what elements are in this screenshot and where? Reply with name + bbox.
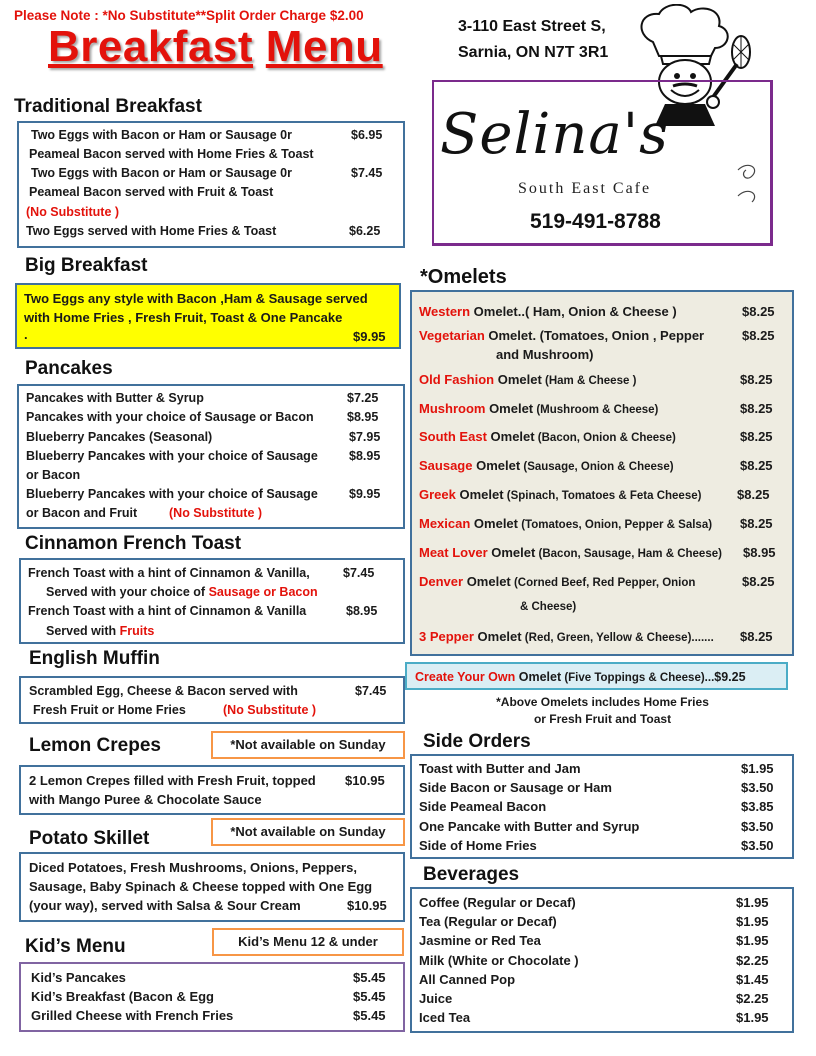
- french-line-2: [46, 585, 318, 599]
- omelet-desc: (Spinach, Tomatoes & Feta Cheese): [503, 490, 702, 502]
- create-line: [415, 670, 746, 684]
- bev-price-5: $1.45: [736, 972, 769, 987]
- french-line-4: [46, 624, 154, 638]
- omelet-footnote-1: *Above Omelets includes Home Fries: [496, 695, 709, 709]
- french-line-4-red: Fruits: [119, 624, 155, 638]
- crepes-box: [19, 765, 405, 815]
- crepes-price: $10.95: [345, 773, 385, 788]
- omelet-name: Meat Lover: [419, 545, 488, 560]
- logo-name: Selina's: [440, 102, 669, 167]
- skillet-line-1: Diced Potatoes, Fresh Mushrooms, Onions, Peppers,: [29, 860, 357, 875]
- omelet-price: $8.25: [737, 487, 770, 502]
- create-price: $9.25: [714, 670, 746, 684]
- trad-item-2: Peameal Bacon served with Home Fries & Toast: [29, 147, 314, 161]
- french-line-2-text: Served with your choice of: [46, 585, 206, 599]
- omelet-word: Omelet: [472, 458, 521, 473]
- omelet-name: Western: [419, 304, 471, 319]
- omelet-name: Greek: [419, 487, 456, 502]
- flourish-icon: [734, 160, 766, 206]
- muffin-no-substitute: (No Substitute ): [223, 703, 317, 717]
- omelet-desc: (Bacon, Sausage, Ham & Cheese): [535, 548, 722, 560]
- omelet-desc: (Ham & Cheese ): [541, 375, 637, 387]
- omelet-desc: (Sausage, Onion & Cheese): [520, 461, 674, 473]
- omelet-word: Omelet: [470, 516, 518, 531]
- french-price-3: $8.95: [346, 604, 378, 618]
- omelet-price: $8.95: [743, 545, 776, 560]
- omelet-price: $8.25: [742, 304, 775, 319]
- crepes-line-1: 2 Lemon Crepes filled with Fresh Fruit, topped: [29, 773, 316, 788]
- omelet-desc: (Corned Beef, Red Pepper, Onion: [510, 577, 696, 589]
- omelet-row: [419, 372, 636, 387]
- side-price-5: $3.50: [741, 838, 774, 853]
- bev-item-6: Juice: [419, 991, 453, 1006]
- omelet-desc: (Bacon, Onion & Cheese): [534, 432, 676, 444]
- pancake-item-1: Pancakes with Butter & Syrup: [26, 391, 204, 405]
- side-item-3: Side Peameal Bacon: [419, 799, 547, 814]
- omelet-row: [419, 304, 677, 319]
- traditional-heading: Traditional Breakfast: [14, 96, 202, 117]
- omelet-row: [419, 429, 676, 444]
- omelet-name: Mexican: [419, 516, 471, 531]
- muffin-box: [19, 676, 405, 724]
- pancake-item-2: Pancakes with your choice of Sausage or Bacon: [26, 410, 314, 424]
- create-name: Create Your Own: [415, 670, 516, 684]
- omelet-name: Denver: [419, 574, 464, 589]
- address: [458, 14, 608, 66]
- omelet-word: Omelet: [486, 429, 535, 444]
- address-line-1: 3-110 East Street S,: [458, 18, 606, 35]
- omelet-row: [419, 574, 695, 589]
- omelet-word: Omelet. (Tomatoes, Onion , Pepper: [484, 328, 705, 343]
- bev-item-1: Coffee (Regular or Decaf): [419, 895, 576, 910]
- crepes-heading: Lemon Crepes: [29, 735, 161, 756]
- side-price-2: $3.50: [741, 780, 774, 795]
- crepes-line-2: with Mango Puree & Chocolate Sauce: [29, 792, 262, 807]
- omelet-price: $8.25: [740, 401, 773, 416]
- kids-age: Kid’s Menu 12 & under: [212, 928, 404, 956]
- omelet-word: Omelet..( Ham, Onion & Cheese ): [470, 304, 677, 319]
- trad-price-3: $7.45: [351, 166, 383, 180]
- omelet-row: [419, 629, 714, 644]
- pancake-price-2: $8.95: [347, 410, 379, 424]
- kids-box: [19, 962, 405, 1032]
- order-note: Please Note : *No Substitute**Split Order Charge $2.00: [14, 8, 364, 23]
- pancake-item-4: Blueberry Pancakes with your choice of Sausage: [26, 449, 318, 463]
- side-price-4: $3.50: [741, 819, 774, 834]
- omelets-box: [410, 290, 794, 656]
- trad-price-1: $6.95: [351, 128, 383, 142]
- create-your-own-box: [405, 662, 788, 690]
- pancake-price-4: $8.95: [349, 449, 381, 463]
- beverages-box: [410, 887, 794, 1033]
- title-menu: Menu: [265, 22, 383, 71]
- omelet-name: Mushroom: [419, 401, 486, 416]
- muffin-line-1: Scrambled Egg, Cheese & Bacon served with: [29, 684, 298, 698]
- omelet-name: Vegetarian: [419, 328, 485, 343]
- create-desc: (Five Toppings & Cheese)...: [561, 672, 715, 684]
- kids-price-2: $5.45: [353, 989, 386, 1004]
- trad-price-6: $6.25: [349, 224, 381, 238]
- omelet-desc: (Tomatoes, Onion, Pepper & Salsa): [518, 519, 713, 531]
- omelet-desc: (Red, Green, Yellow & Cheese).......: [521, 632, 714, 644]
- omelet-desc: (Mushroom & Cheese): [533, 404, 659, 416]
- beverages-heading: Beverages: [423, 864, 520, 885]
- big-line-1: Two Eggs any style with Bacon ,Ham & Sausage served: [24, 291, 368, 306]
- omelet-word: Omelet: [485, 401, 534, 416]
- logo-subtitle: South East Cafe: [518, 180, 652, 197]
- bev-price-2: $1.95: [736, 914, 769, 929]
- omelet-desc-continued: & Cheese): [520, 601, 577, 613]
- omelet-word: Omelet: [473, 629, 522, 644]
- bev-item-5: All Canned Pop: [419, 972, 516, 987]
- bev-item-2: Tea (Regular or Decaf): [419, 914, 557, 929]
- side-price-1: $1.95: [741, 761, 774, 776]
- side-item-2: Side Bacon or Sausage or Ham: [419, 780, 612, 795]
- french-price-1: $7.45: [343, 566, 375, 580]
- french-heading: Cinnamon French Toast: [25, 533, 242, 554]
- muffin-heading: English Muffin: [29, 648, 160, 669]
- omelet-price: $8.25: [740, 372, 773, 387]
- sides-heading: Side Orders: [423, 731, 531, 752]
- omelet-name: 3 Pepper: [419, 629, 474, 644]
- cafe-logo: [432, 80, 773, 246]
- side-item-4: One Pancake with Butter and Syrup: [419, 819, 640, 834]
- french-line-3: French Toast with a hint of Cinnamon & Vanilla: [28, 604, 307, 618]
- crepes-availability: *Not available on Sunday: [211, 731, 405, 759]
- pancake-item-7: or Bacon and Fruit: [26, 506, 138, 520]
- omelet-row: [419, 328, 704, 343]
- omelet-price: $8.25: [740, 516, 773, 531]
- omelet-price: $8.25: [740, 429, 773, 444]
- trad-item-4: Peameal Bacon served with Fruit & Toast: [29, 185, 274, 199]
- trad-item-1: Two Eggs with Bacon or Ham or Sausage 0r: [31, 128, 292, 142]
- omelet-footnote-2: or Fresh Fruit and Toast: [533, 712, 672, 726]
- french-line-1: French Toast with a hint of Cinnamon & Vanilla,: [28, 566, 310, 580]
- pancakes-box: [17, 384, 405, 529]
- omelet-name: Old Fashion: [419, 372, 495, 387]
- big-box: [15, 283, 401, 349]
- big-line-2: with Home Fries , Fresh Fruit, Toast & One Pancake: [24, 310, 343, 325]
- omelet-row: [419, 401, 658, 416]
- omelet-word: Omelet: [463, 574, 511, 589]
- pancake-price-6: $9.95: [349, 487, 381, 501]
- bev-price-7: $1.95: [736, 1010, 769, 1025]
- skillet-price: $10.95: [347, 898, 387, 913]
- big-price: $9.95: [353, 329, 386, 344]
- pancakes-heading: Pancakes: [25, 358, 113, 379]
- muffin-line-2: Fresh Fruit or Home Fries: [33, 703, 186, 717]
- skillet-box: [19, 852, 405, 922]
- side-item-1: Toast with Butter and Jam: [419, 761, 581, 776]
- skillet-line-2: Sausage, Baby Spinach & Cheese topped with One Egg: [29, 879, 373, 894]
- traditional-box: [17, 121, 405, 248]
- omelet-price: $8.25: [742, 328, 775, 343]
- omelet-name: Sausage: [419, 458, 473, 473]
- bev-item-7: Iced Tea: [419, 1010, 471, 1025]
- bev-price-4: $2.25: [736, 953, 769, 968]
- address-line-2: Sarnia, ON N7T 3R1: [458, 44, 609, 61]
- skillet-heading: Potato Skillet: [29, 828, 150, 849]
- omelet-word: Omelet: [487, 545, 536, 560]
- side-price-3: $3.85: [741, 799, 774, 814]
- create-omelet: Omelet: [515, 670, 562, 684]
- trad-no-substitute: (No Substitute ): [26, 205, 120, 219]
- kids-heading: Kid’s Menu: [25, 936, 126, 957]
- phone-number: 519-491-8788: [530, 210, 661, 233]
- skillet-line-3: (your way), served with Salsa & Sour Cream: [29, 898, 301, 913]
- omelet-row: [419, 487, 701, 502]
- title-breakfast: Breakfast: [48, 22, 254, 71]
- omelet-price: $8.25: [740, 629, 773, 644]
- page-title: [48, 22, 383, 72]
- trad-item-6: Two Eggs served with Home Fries & Toast: [26, 224, 277, 238]
- side-item-5: Side of Home Fries: [419, 838, 537, 853]
- bev-price-1: $1.95: [736, 895, 769, 910]
- bev-item-4: Milk (White or Chocolate ): [419, 953, 579, 968]
- omelet-word: Omelet: [494, 372, 542, 387]
- big-line-3: .: [24, 327, 28, 342]
- omelet-name: South East: [419, 429, 487, 444]
- french-box: [19, 558, 405, 644]
- omelet-price: $8.25: [740, 458, 773, 473]
- pancake-item-5: or Bacon: [26, 468, 81, 482]
- omelet-row: [419, 545, 722, 560]
- kids-price-1: $5.45: [353, 970, 386, 985]
- omelet-row: [419, 516, 712, 531]
- kids-item-3: Grilled Cheese with French Fries: [31, 1008, 234, 1023]
- pancake-item-6: Blueberry Pancakes with your choice of Sausage: [26, 487, 318, 501]
- omelet-desc-continued: and Mushroom): [496, 347, 594, 362]
- bev-price-3: $1.95: [736, 933, 769, 948]
- pancake-item-3: Blueberry Pancakes (Seasonal): [26, 430, 213, 444]
- bev-item-3: Jasmine or Red Tea: [419, 933, 541, 948]
- french-line-2-red: Sausage or Bacon: [208, 585, 318, 599]
- kids-price-3: $5.45: [353, 1008, 386, 1023]
- pancake-no-substitute: (No Substitute ): [169, 506, 263, 520]
- trad-item-3: Two Eggs with Bacon or Ham or Sausage 0r: [31, 166, 292, 180]
- french-line-4-text: Served with: [46, 624, 117, 638]
- omelets-heading: *Omelets: [420, 266, 507, 288]
- big-heading: Big Breakfast: [25, 255, 148, 276]
- kids-item-2: Kid’s Breakfast (Bacon & Egg: [31, 989, 215, 1004]
- muffin-price: $7.45: [355, 684, 387, 698]
- bev-price-6: $2.25: [736, 991, 769, 1006]
- kids-item-1: Kid’s Pancakes: [31, 970, 126, 985]
- pancake-price-1: $7.25: [347, 391, 379, 405]
- omelet-word: Omelet: [455, 487, 504, 502]
- skillet-availability: *Not available on Sunday: [211, 818, 405, 846]
- pancake-price-3: $7.95: [349, 430, 381, 444]
- sides-box: [410, 754, 794, 859]
- omelet-row: [419, 458, 674, 473]
- omelet-price: $8.25: [742, 574, 775, 589]
